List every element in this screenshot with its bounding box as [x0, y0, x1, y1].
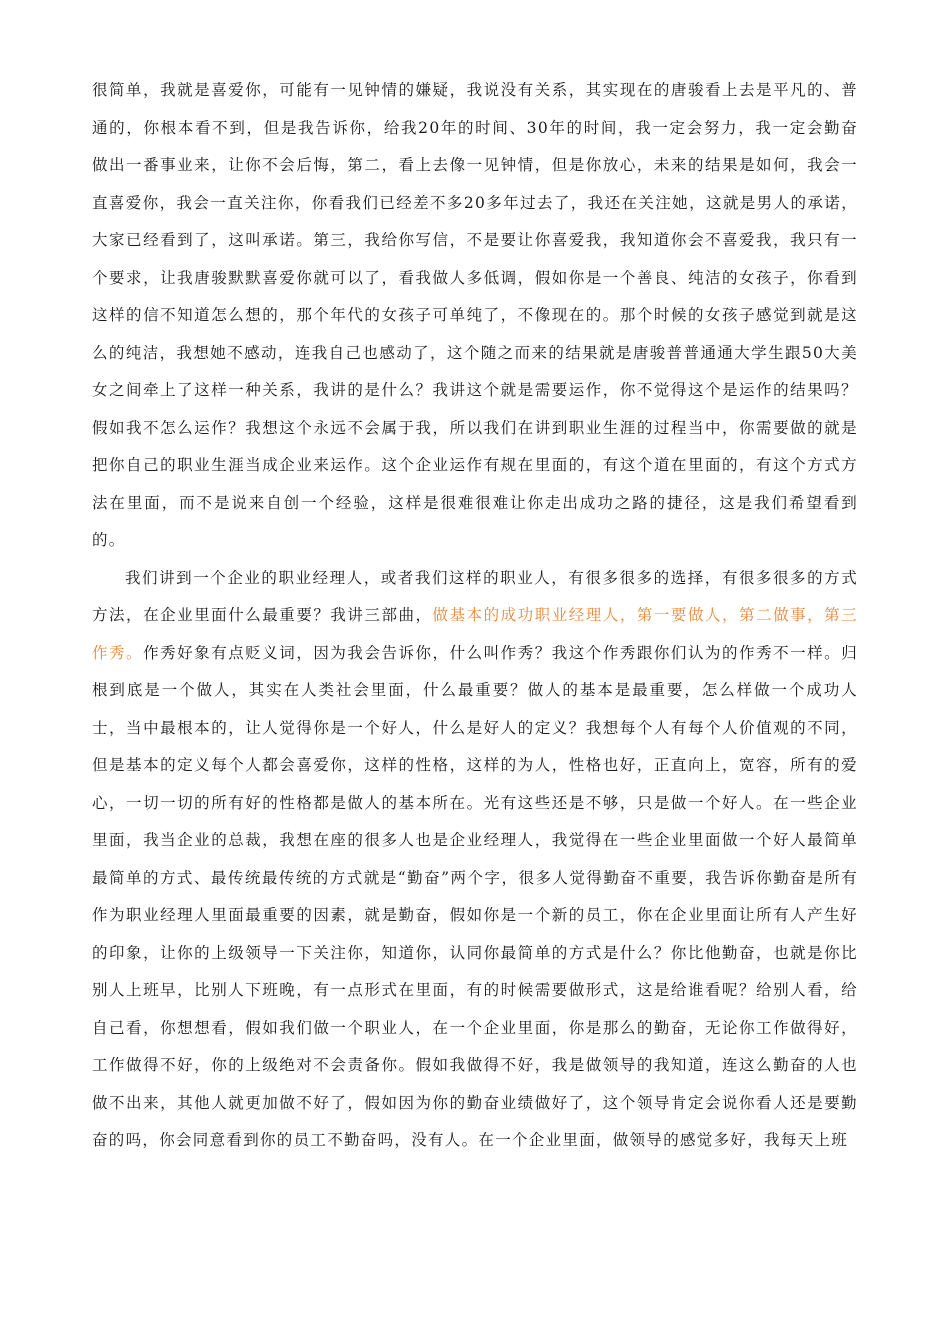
- highlighted-sentence: 做基本的成功职业经理人，第一要做人，第二做事，第三作秀。: [92, 606, 858, 662]
- paragraph-2-text-start: 我们讲到一个企业的职业经理人，或者我们这样的职业人，有很多很多的选择，有很多很多的方式方法，在企业里面什么最重要？我讲三部曲，: [92, 568, 858, 624]
- paragraph-1: 很简单，我就是喜爱你，可能有一见钟情的嫌疑，我说没有关系，其实现在的唐骏看上去是平凡的、普通的，你根本看不到，但是我告诉你，给我20年的时间、30年的时间，我一定会努力，我一定会勤奋做出一番事业来，让你不会后悔，第二，看上去像一见钟情，但是你放心，未来的结果是如何，我会一直喜爱你，我会一直关注你，你看我们已经差不多20多年过去了，我还在关注她，这就是男人的承诺，大家已经看到了，这叫承诺。第三，我给你写信，不是要让你喜爱我，我知道你会不喜爱我，我只有一个要求，让我唐骏默默喜爱你就可以了，看我做人多低调，假如你是一个善良、纯洁的女孩子，你看到这样的信不知道怎么想的，那个年代的女孩子可单纯了，不像现在的。那个时候的女孩子感觉到就是这么的纯洁，我想她不感动，连我自己也感动了，这个随之而来的结果就是唐骏普普通通大学生跟50大美女之间牵上了这样一种关系，我讲的是什么？我讲这个就是需要运作，你不觉得这个是运作的结果吗？假如我不怎么运作？我想这个永远不会属于我，所以我们在讲到职业生涯的过程当中，你需要做的就是把你自己的职业生涯当成企业来运作。这个企业运作有规在里面的，有这个道在里面的，有这个方式方法在里面，而不是说来自创一个经验，这样是很难很难让你走出成功之路的捷径，这是我们希望看到的。: [92, 81, 858, 549]
- paragraph-2: [92, 560, 858, 1160]
- document-page: [92, 72, 858, 1160]
- paragraph-2-text-end: 作秀好象有点贬义词，因为我会告诉你，什么叫作秀？我这个作秀跟你们认为的作秀不一样。归根到底是一个做人，其实在人类社会里面，什么最重要？做人的基本是最重要，怎么样做一个成功人士，当中最根本的，让人觉得你是一个好人，什么是好人的定义？我想每个人有每个人价值观的不同，但是基本的定义每个人都会喜爱你，这样的性格，这样的为人，性格也好，正直向上，宽容，所有的爱心，一切一切的所有好的性格都是做人的基本所在。光有这些还是不够，只是做一个好人。在一些企业里面，我当企业的总裁，我想在座的很多人也是企业经理人，我觉得在一些企业里面做一个好人最简单最简单的方式、最传统最传统的方式就是“勤奋”两个字，很多人觉得勤奋不重要，我告诉你勤奋是所有作为职业经理人里面最重要的因素，就是勤奋，假如你是一个新的员工，你在企业里面让所有人产生好的印象，让你的上级领导一下关注你，知道你，认同你最简单的方式是什么？你比他勤奋，也就是你比别人上班早，比别人下班晚，有一点形式在里面，有的时候需要做形式，这是给谁看呢？给别人看，给自己看，你想想看，假如我们做一个职业人，在一个企业里面，你是那么的勤奋，无论你工作做得好，工作做得不好，你的上级绝对不会责备你。假如我做得不好，我是做领导的我知道，连这么勤奋的人也做不出来，其他人就更加做不好了，假如因为你的勤奋业绩做好了，这个领导肯定会说你看人还是要勤奋的吗，你会同意看到你的员工不勤奋吗，没有人。在一个企业里面，做领导的感觉多好，我每天上班: [92, 643, 859, 1149]
